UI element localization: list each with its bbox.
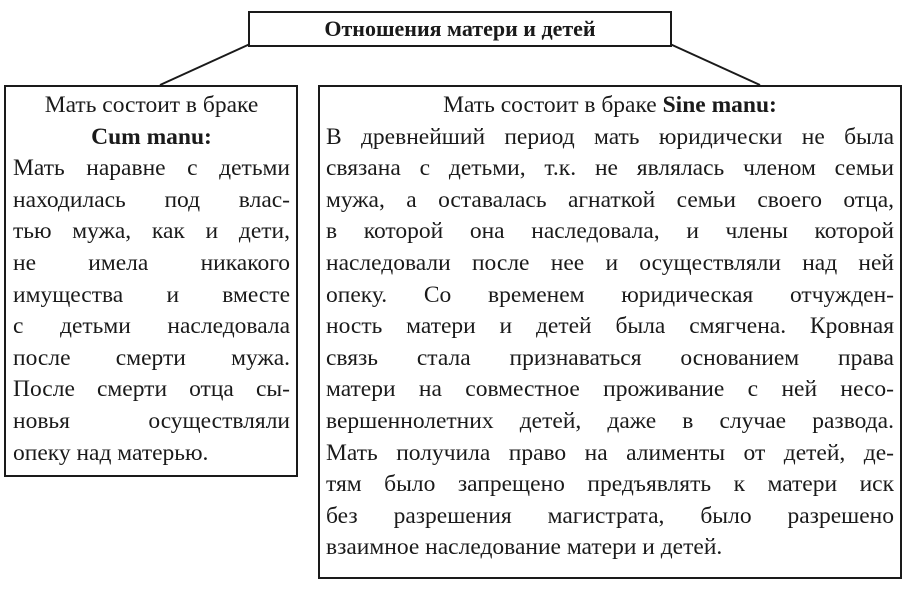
sine-manu-line: ность матери и детей была смягчена. Кровная [326, 313, 894, 340]
sine-manu-line: в которой она наследовала, и члены которой [326, 218, 894, 245]
cum-manu-line: находилась под влас- [13, 186, 290, 213]
cum-manu-line: тью мужа, как и дети, [13, 218, 290, 245]
cum-manu-heading [13, 90, 290, 153]
cum-manu-line: Мать наравне с детьми [13, 155, 290, 182]
sine-manu-line: опеку. Со временем юридическая отчужден- [326, 281, 894, 308]
sine-manu-line: матери на совместное проживание с ней несо- [326, 376, 894, 403]
sine-manu-line: наследовали после нее и осуществляли над ней [326, 249, 894, 276]
connector-right [670, 44, 760, 85]
sine-manu-line: вершеннолетних детей, даже в случае развода. [326, 407, 894, 434]
sine-manu-line: тям было запрещено предъявлять к матери иск [326, 471, 894, 498]
sine-manu-line: связана с детьми, т.к. не являлась членом семьи [326, 155, 894, 182]
connector-left [160, 44, 250, 85]
cum-manu-line: опеку над матерью. [13, 439, 209, 466]
sine-manu-line: мужа, а оставалась агнаткой семьи своего отца, [326, 186, 894, 213]
diagram-title-text: Отношения матери и детей [324, 16, 596, 41]
sine-manu-line: связь стала признаваться основанием права [326, 344, 894, 371]
sine-manu-line: Мать получила право на алименты от детей, де- [326, 439, 894, 466]
cum-manu-line: не имела никакого [13, 249, 290, 276]
cum-manu-line: новья осуществляли [13, 407, 290, 434]
cum-manu-line: После смерти отца сы- [13, 376, 290, 403]
sine-manu-box [318, 85, 902, 579]
sine-manu-heading-text: Мать состоит в браке [443, 92, 663, 118]
cum-manu-line: имущества и вместе [13, 281, 290, 308]
cum-manu-line: после смерти мужа. [13, 344, 290, 371]
sine-manu-heading [326, 90, 894, 122]
cum-manu-line: с детьми наследовала [13, 313, 290, 340]
diagram-title [248, 11, 672, 47]
cum-manu-box [4, 85, 298, 477]
sine-manu-line: взаимное наследование матери и детей. [326, 534, 723, 561]
sine-manu-line: без разрешения магистрата, было разрешено [326, 502, 894, 529]
sine-manu-term: Sine manu: [662, 92, 777, 118]
cum-manu-heading-line1: Мать состоит в браке [44, 92, 259, 118]
sine-manu-line: В древнейший период мать юридически не была [326, 123, 894, 150]
cum-manu-term: Cum manu: [91, 123, 212, 150]
